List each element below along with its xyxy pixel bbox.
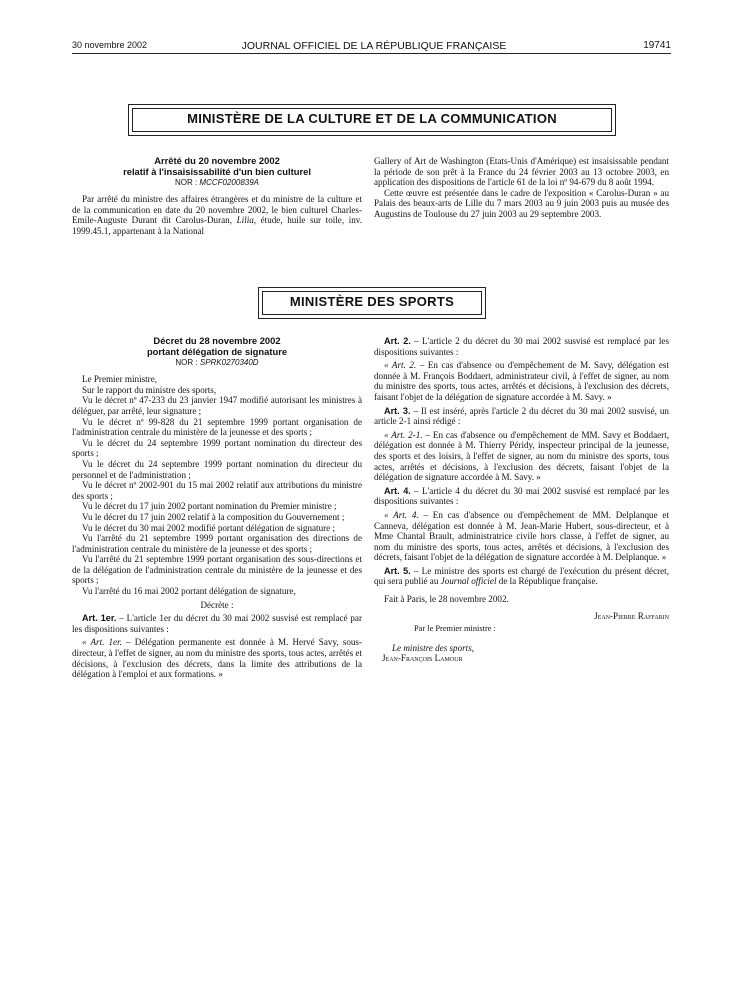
culture-column-left (72, 156, 362, 237)
arrete-body-3: Cette œuvre est présentée dans le cadre de l'exposition « Carolus-Duran » au Palais des beaux-arts de Lille du 7 mars 2003 au 9 juin 2003 puis au musée des Augustins de Toulouse du 27 juin 2003 au 29 septembre 2003. (374, 187, 669, 219)
nor-label: NOR : (175, 357, 200, 367)
artwork-title: Lilia (236, 215, 254, 226)
arrete-nor (72, 178, 362, 189)
decret-title: Décret du 28 novembre 2002 (153, 335, 281, 346)
arrete-body-1 (72, 194, 362, 236)
nor-label: NOR : (174, 177, 200, 187)
ministry-culture-box (128, 104, 616, 136)
arrete-body-2: Gallery of Art de Washington (Etats-Unis d'Amérique) est insaisissable pendant la période de son prêt à la France du 24 février 2003 au 13 octobre 2003, en application des dispositions de l'article 61 de la loi nº 94-679 du 8 août 1994. (374, 156, 669, 188)
sports-column-left (72, 336, 362, 680)
article-2 (374, 336, 669, 357)
arrete-title: Arrêté du 20 novembre 2002 (154, 155, 280, 166)
header-journal-title: JOURNAL OFFICIEL DE LA RÉPUBLIQUE FRANÇAISE (241, 40, 507, 52)
article-4-quote-text: – En cas d'absence ou d'empêchement de MM. Delplanque et Canneva, délégation est donnée à M. Jean-Marie Hubert, sous-directeur, et à Mme Chantal Brault, administratrice civile hors classe, à l'effet de signer, au nom du ministre des sports, tous actes, arrêtés et décisions, à l'exclusion des décrets, faisant l'objet de la délégation de signature accordée à M. Delplanque. » (374, 509, 669, 563)
article-1-label: Art. 1er. (82, 613, 117, 624)
header-date: 30 novembre 2002 (72, 40, 148, 50)
sports-column-right (374, 336, 669, 664)
article-3 (374, 406, 669, 427)
arrete-body-1-text: Par arrêté du ministre des affaires étrangères et du ministre de la culture et de la communication en date du 20 novembre 2002, le bien culturel Charles-Emile-Auguste Durant dit Carolus-Duran, (72, 194, 362, 226)
article-1 (72, 613, 362, 634)
visa-line: Sur le rapport du ministre des sports, (82, 384, 217, 395)
by-prime-minister: Par le Premier ministre : (414, 624, 496, 634)
visa-line: Vu le décret du 24 septembre 1999 portant nomination du directeur des sports ; (72, 437, 362, 459)
article-1-quote (72, 637, 362, 679)
visa-line: Vu l'arrêté du 21 septembre 1999 portant organisation des sous-directions et de la délégation de l'administration centrale du ministère de la jeunesse et des sports ; (72, 554, 362, 586)
article-4-quote-label: « Art. 4. (384, 509, 419, 520)
visa-line: Vu le décret du 24 septembre 1999 portant nomination du directeur du personnel et de l'administration ; (72, 458, 362, 480)
decret-nor (72, 358, 362, 369)
article-5 (374, 566, 669, 587)
article-4-text: – L'article 4 du décret du 30 mai 2002 susvisé est remplacé par les dispositions suivantes : (374, 485, 669, 507)
article-4-label: Art. 4. (384, 485, 411, 496)
ministry-sports-title: MINISTÈRE DES SPORTS (262, 291, 482, 315)
visa-line: Vu le décret nº 2002-901 du 15 mai 2002 relatif aux attributions du ministre des sports ; (72, 480, 362, 501)
nor-code: SPRK0270340D (199, 357, 259, 367)
article-3-quote (374, 430, 669, 483)
arrete-subtitle: relatif à l'insaisissabilité d'un bien culturel (123, 165, 311, 177)
article-4-quote (374, 510, 669, 563)
visa-line: Vu l'arrêté du 21 septembre 1999 portant organisation des directions de l'administration centrale du ministère de la jeunesse et des sports ; (72, 533, 362, 554)
article-1-text: – L'article 1er du décret du 30 mai 2002 susvisé est remplacé par les dispositions suivantes : (72, 613, 362, 634)
article-1-quote-text: – Délégation permanente est donnée à M. Hervé Savy, sous-directeur, à l'effet de signer, au nom du ministre des sports, tous actes, arrêtés et décisions, à l'exclusion des décrets, dans la limite des attributions de la délégation à l'emploi et aux formations. » (72, 637, 362, 680)
visa-line: Vu le décret du 30 mai 2002 modifié portant délégation de signature ; (82, 522, 335, 533)
visa-line: Vu le décret du 17 juin 2002 portant nomination du Premier ministre ; (82, 501, 337, 512)
article-2-label: Art. 2. (384, 336, 411, 346)
visa-line: Vu le décret nº 99-828 du 21 septembre 1999 portant organisation de l'administration centrale du ministère de la jeunesse et des sports ; (72, 416, 362, 438)
article-1-quote-label: « Art. 1er. (82, 637, 122, 648)
article-5-end: de la République française. (496, 576, 598, 587)
article-3-label: Art. 3. (384, 405, 411, 416)
decret-subtitle: portant délégation de signature (146, 345, 288, 357)
visa-line: Le Premier ministre, (82, 374, 158, 385)
ministry-sports-box (258, 287, 486, 319)
done-at: Fait à Paris, le 28 novembre 2002. (384, 594, 509, 605)
visa-line: Vu l'arrêté du 16 mai 2002 portant délégation de signature, (82, 586, 296, 597)
article-2-quote-label: « Art. 2. (384, 360, 417, 371)
header-page-number: 19741 (643, 40, 671, 51)
arrete-body-1-rest: , étude, huile sur toile, inv. 1999.45.1, appartenant à la National (72, 215, 362, 236)
visa-line: Vu le décret du 17 juin 2002 relatif à la composition du Gouvernement ; (82, 511, 345, 522)
article-5-label: Art. 5. (384, 565, 411, 576)
article-3-quote-label: « Art. 2-1. (384, 429, 423, 440)
article-2-text: – L'article 2 du décret du 30 mai 2002 susvisé est remplacé par les dispositions suivantes : (374, 336, 669, 357)
header-rule (72, 53, 671, 54)
signature-prime-minister: Jean-Pierre Raffarin (594, 610, 669, 621)
culture-column-right (374, 156, 669, 220)
decrete-line: Décrète : (200, 599, 234, 610)
article-5-text: – Le ministre des sports est chargé de l'exécution du présent décret, qui sera publié au (374, 565, 669, 587)
ministry-culture-title: MINISTÈRE DE LA CULTURE ET DE LA COMMUNICATION (132, 108, 612, 132)
article-2-quote (374, 360, 669, 402)
nor-code: MCCF0200839A (199, 177, 260, 187)
visa-line: Vu le décret nº 47-233 du 23 janvier 1947 modifié autorisant les ministres à déléguer, par arrêté, leur signature ; (72, 395, 362, 416)
minister-role: Le ministre des sports, (392, 642, 475, 653)
article-2-quote-text: – En cas d'absence ou d'empêchement de M. Savy, délégation est donnée à M. François Boddaert, administrateur civil, à l'effet de signer, au nom du ministre des sports, tous actes, arrêtés et décisions, à l'exclusion des décrets, faisant l'objet de la délégation de signature accordée à M. Savy. » (374, 360, 669, 402)
article-3-text: – Il est inséré, après l'article 2 du décret du 30 mai 2002 susvisé, un article 2-1 ainsi rédigé : (374, 405, 669, 427)
article-3-quote-text: – En cas d'absence ou d'empêchement de MM. Savy et Boddaert, délégation est donnée à M. Thierry Péridy, inspecteur principal de la jeunesse, des sports et des loisirs, à l'effet de signer, au nom du ministre des sports, tous actes, arrêtés et décisions, à l'exclusion des décrets, faisant l'objet de la délégation de signature accordée à M. Savy. » (374, 429, 670, 483)
journal-officiel-ref: Journal officiel (440, 576, 497, 587)
article-4 (374, 486, 669, 507)
signature-sports-minister: Jean-François Lamour (382, 653, 463, 664)
